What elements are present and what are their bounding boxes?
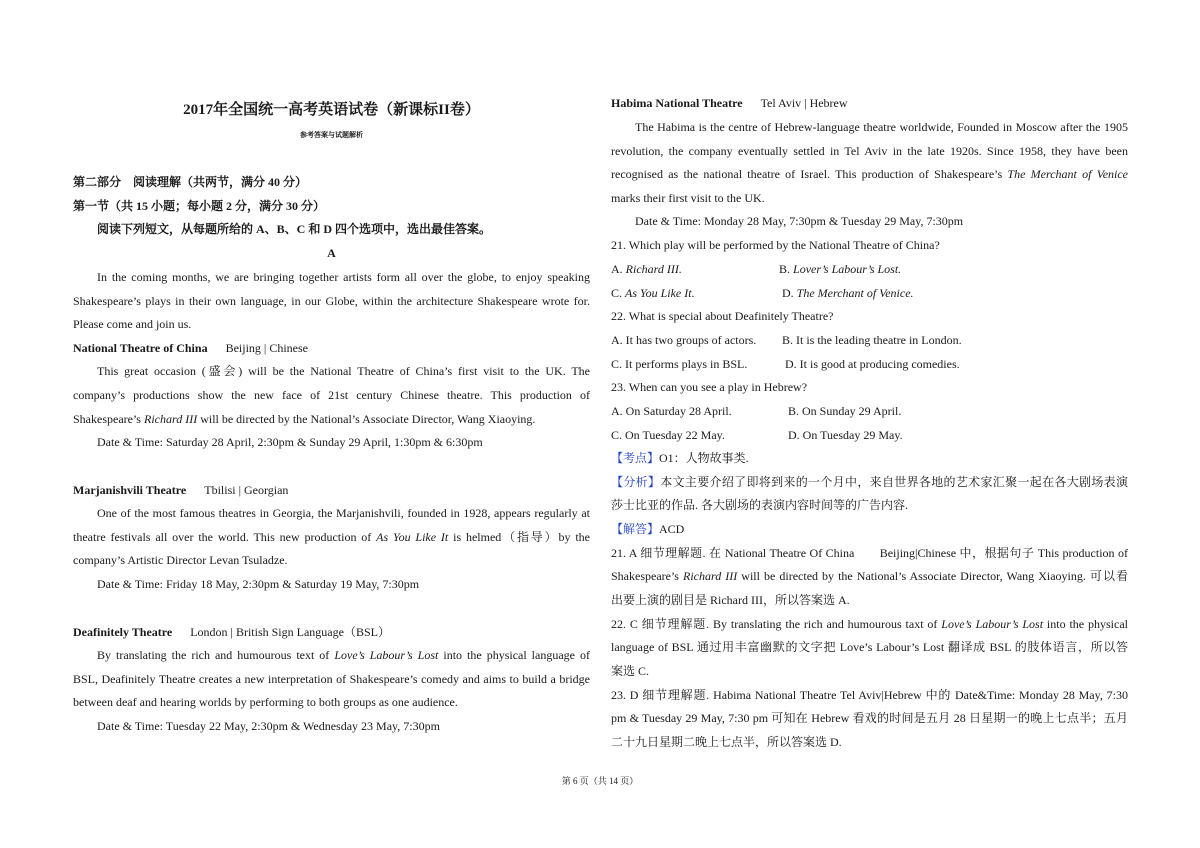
text-run: By translating the rich and humourous text of [97,648,335,662]
answer-line: 案选 C. [611,664,650,678]
instruction: 阅读下列短文，从每题所给的 A、B、C 和 D 四个选项中，选出最佳答案。 [97,222,492,236]
option-d: D. The Merchant of Venice. [782,286,914,300]
play-title: As You Like It [376,530,449,544]
theatre-name: Deafinitely Theatre [73,625,173,639]
page-title: 2017年全国统一高考英语试卷（新课标II卷） [183,102,480,118]
paragraph-line: BSL, Deafinitely Theatre creates a new interpretation of Shakespeare’s comedy and aims to build a bridge [73,672,590,686]
play-title: Love’s Labour’s Lost [334,648,439,662]
jieda [611,521,1128,537]
paragraph-line [73,411,590,427]
option-c: C. It performs plays in BSL. [611,357,748,371]
date-time: Date & Time: Friday 18 May, 2:30pm & Saturday 19 May, 7:30pm [97,577,420,591]
theatre-heading [73,340,590,356]
intro-line: Shakespeare’s plays in their own language, in our Globe, within the architecture Shakespeare wrote for. [73,294,590,308]
option-d: D. On Tuesday 29 May. [788,428,903,442]
fenxi [611,474,1128,490]
text-run: is helmed（指导）by the [448,530,591,544]
kaodian [611,450,1128,466]
paragraph-line: One of the most famous theatres in Georgia, the Marjanishvili, founded in 1928, appears regularly at [97,506,590,520]
answer-line: 二十九日星期二晚上七点半，所以答案选 D. [611,735,842,749]
paragraph-line: company’s productions show the new face of 21st century Chinese theatre. This production of [73,388,590,402]
paragraph-line [73,529,590,545]
option-b: B. It is the leading theatre in London. [782,333,962,347]
answer-line: 21. A 细节理解题. 在 National Theatre Of China Beijing|Chinese 中，根据句子 This production of [611,546,1128,560]
answer-line: Shakespeare’s Richard III will be directed by the National’s Associate Director, Wang Xiaoying. 可以看 [611,569,1128,583]
paragraph-line [73,647,590,663]
theatre-location: London | British Sign Language（BSL） [190,625,390,639]
text-run: into the physical language of [438,648,590,662]
paragraph-line: company’s Artistic Director Levan Tsuladze. [73,553,288,567]
theatre-name: Habima National Theatre [611,96,743,110]
answer-line: 出要上演的剧目是 Richard III，所以答案选 A. [611,593,850,607]
jieda-tag: 【解答】 [611,522,660,536]
theatre-location: Beijing | Chinese [225,341,308,355]
fenxi-line: 莎士比亚的作品. 各大剧场的表演内容时间等的广告内容. [611,498,909,512]
theatre-name: Marjanishvili Theatre [73,483,187,497]
question-21: 21. Which play will be performed by the National Theatre of China? [611,238,940,252]
paragraph-line: revolution, the company eventually settled in Tel Aviv in the late 1920s. Since 1958, they have been [611,144,1128,158]
text-run: theatre festivals all over the world. This new production of [73,530,377,544]
text-run: will be directed by the National’s Associate Director, Wang Xiaoying. [197,412,536,426]
option-d: D. It is good at producing comedies. [785,357,960,371]
answer-line: 22. C 细节理解题. By translating the rich and humourous taxt of Love’s Labour’s Lost into the physical [611,617,1129,631]
kaodian-tag: 【考点】 [611,451,660,465]
fenxi-text: 本文主要介绍了即将到来的一个月中，来自世界各地的艺术家汇聚一起在各大剧场表演 [660,475,1128,489]
play-title: The Merchant of Venice [1007,167,1129,181]
kaodian-text: O1：人物故事类. [659,451,749,465]
question-22: 22. What is special about Deafinitely Theatre? [611,309,834,323]
answer-line: 23. D 细节理解题. Habima National Theatre Tel Aviv|Hebrew 中的 Date&Time: Monday 28 May, 7:30 [611,688,1128,702]
option-b: B. On Sunday 29 April. [788,404,902,418]
theatre-location: Tbilisi | Georgian [204,483,289,497]
part-heading: 第二部分 阅读理解（共两节，满分 40 分） [73,175,308,189]
option-c: C. As You Like It. [611,286,695,300]
answer-line: language of BSL 通过用丰富幽默的文字把 Love’s Labour’s Lost 翻译成 BSL 的肢体语言，所以答 [611,640,1128,654]
jieda-text: ACD [659,522,685,536]
option-b: B. Lover’s Labour’s Lost. [779,262,902,276]
date-time: Date & Time: Monday 28 May, 7:30pm & Tuesday 29 May, 7:30pm [635,214,964,228]
theatre-heading [73,624,590,640]
theatre-heading [611,95,1128,111]
option-c: C. On Tuesday 22 May. [611,428,725,442]
paragraph-line: between deaf and hearing worlds by performing to both groups as one audience. [73,695,458,709]
play-title: Richard III [143,412,198,426]
paragraph-line: This great occasion (盛会) will be the National Theatre of China’s first visit to the UK. The [97,364,590,378]
theatre-name: National Theatre of China [73,341,208,355]
page-footer: 第 6 页（共 14 页） [561,776,639,786]
fenxi-tag: 【分析】 [611,475,661,489]
date-time: Date & Time: Saturday 28 April, 2:30pm & Sunday 29 April, 1:30pm & 6:30pm [97,435,483,449]
question-23: 23. When can you see a play in Hebrew? [611,380,808,394]
intro-line: Please come and join us. [73,317,192,331]
theatre-heading [73,482,590,498]
text-run: Shakespeare’s [73,412,144,426]
passage-label: A [327,246,336,260]
text-run: recognised as the national theatre of Israel. This production of Shakespeare’s [611,167,1008,181]
theatre-location: Tel Aviv | Hebrew [760,96,848,110]
paragraph-line: The Habima is the centre of Hebrew-language theatre worldwide, Founded in Moscow after the 1905 [635,120,1128,134]
section-heading: 第一节（共 15 小题；每小题 2 分，满分 30 分） [73,199,326,213]
intro-line: In the coming months, we are bringing together artists form all over the globe, to enjoy speaking [97,270,590,284]
option-a: A. Richard III. [611,262,682,276]
paragraph-line: marks their first visit to the UK. [611,191,765,205]
option-a: A. It has two groups of actors. [611,333,757,347]
paragraph-line [611,166,1128,182]
date-time: Date & Time: Tuesday 22 May, 2:30pm & Wednesday 23 May, 7:30pm [97,719,440,733]
page-subtitle: 参考答案与试题解析 [300,131,363,139]
answer-line: pm & Tuesday 29 May, 7:30 pm 可知在 Hebrew 看戏的时间是五月 28 日星期一的晚上七点半；五月 [611,711,1128,725]
option-a: A. On Saturday 28 April. [611,404,732,418]
